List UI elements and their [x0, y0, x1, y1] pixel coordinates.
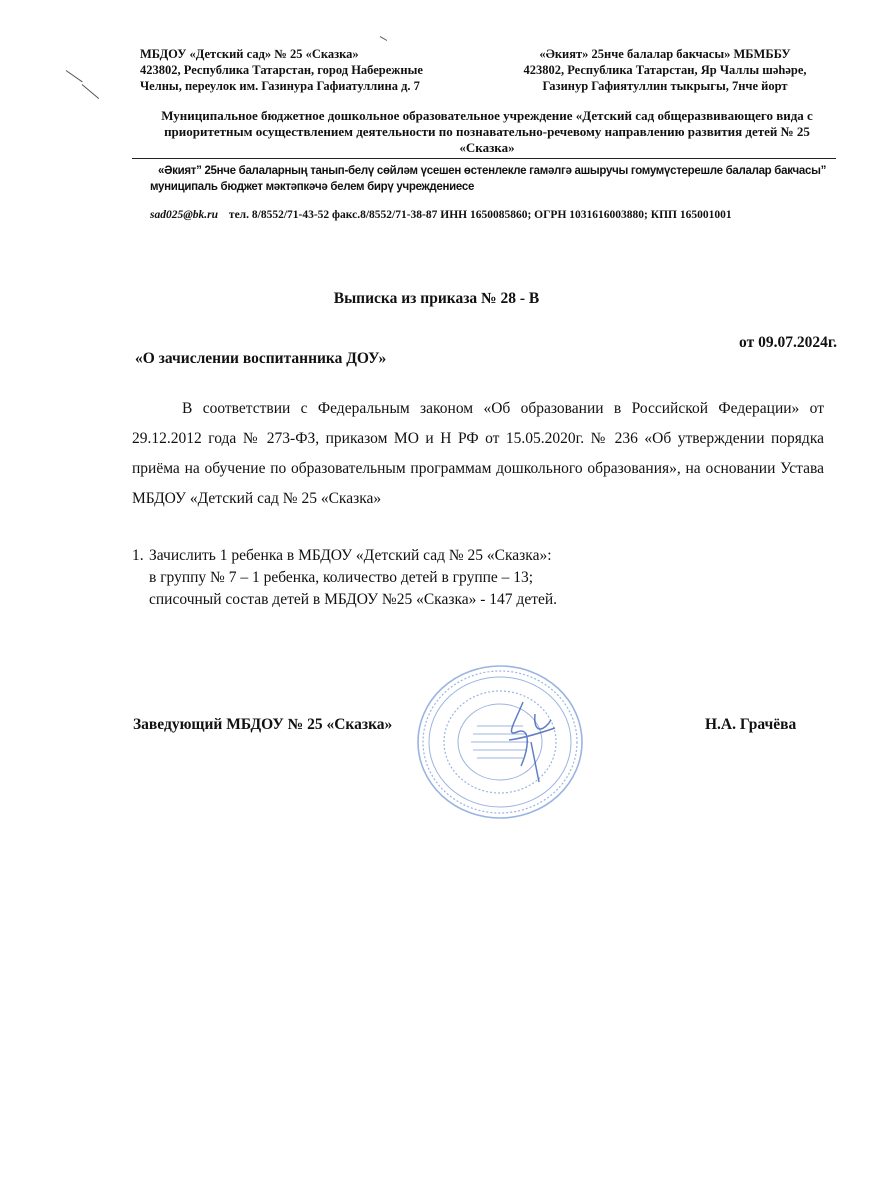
- header-right-line1: «Әкият» 25нче балалар бакчасы» МБМББУ: [539, 47, 791, 61]
- institution-full-name-ru: Муниципальное бюджетное дошкольное образовательное учреждение «Детский сад общеразвивающего вида с приоритетным осуществлением деятельности по познавательно-речевому направлению развития детей № 25 «Сказка»: [161, 108, 813, 155]
- contacts-line: [150, 207, 840, 223]
- signer-name: Н.А. Грачёва: [705, 716, 797, 733]
- header-right-line2: 423802, Республика Татарстан, Яр Чаллы шәһәре,: [523, 63, 807, 77]
- contact-email: sad025@bk.ru: [150, 209, 219, 221]
- header-right-line3: Газинур Гафиятуллин тыкрыгы, 7нче йорт: [542, 79, 788, 93]
- order-item-line: Зачислить 1 ребенка в МБДОУ «Детский сад № 25 «Сказка»:: [149, 547, 552, 564]
- institution-full-name-tt: «Әкият” 25нче балаларның танып-белү сөйләм үсешен өстенлекле гамәлгә ашыручы гомумүстерешле балалар бакчасы” муниципаль бюджет мәктәпкәчә белем бирү учреждениесе: [150, 165, 827, 193]
- header-org-right: [490, 46, 840, 94]
- scan-mark: [82, 84, 99, 99]
- scan-mark: [66, 70, 83, 82]
- order-item-line: списочный состав детей в МБДОУ №25 «Сказка» - 147 детей.: [149, 591, 558, 608]
- scan-mark: [380, 36, 387, 41]
- document-subject: «О зачислении воспитанника ДОУ»: [135, 350, 387, 367]
- order-item-number: 1.: [132, 547, 144, 564]
- order-item-line: в группу № 7 – 1 ребенка, количество детей в группе – 13;: [149, 569, 534, 586]
- document-body-text: В соответствии с Федеральным законом «Об образовании в Российской Федерации» от 29.12.2012 года № 273-ФЗ, приказом МО и Н РФ от 15.05.2020г. № 236 «Об утверждении порядка приёма на обучение по образовательным программам дошкольного образования», на основании Устава МБДОУ «Детский сад № 25 «Сказка»: [132, 400, 824, 507]
- round-seal-icon: [405, 662, 595, 822]
- order-items: [132, 545, 822, 611]
- order-item: [132, 545, 822, 611]
- document-title: Выписка из приказа № 28 - В: [333, 290, 540, 307]
- signer-title: Заведующий МБДОУ № 25 «Сказка»: [133, 716, 393, 733]
- contact-details: тел. 8/8552/71-43-52 факс.8/8552/71-38-87 ИНН 1650085860; ОГРН 1031616003880; КПП 165001001: [228, 209, 732, 221]
- document-date: от 09.07.2024г.: [739, 334, 837, 351]
- header-divider: [132, 158, 836, 159]
- document-body: [132, 394, 824, 514]
- header-left-line3: Челны, переулок им. Газинура Гафиатуллина д. 7: [140, 79, 420, 93]
- header-left-line1: МБДОУ «Детский сад» № 25 «Сказка»: [140, 47, 359, 61]
- header-left-line2: 423802, Республика Татарстан, город Набережные: [140, 63, 423, 77]
- header-org-left: [140, 46, 470, 94]
